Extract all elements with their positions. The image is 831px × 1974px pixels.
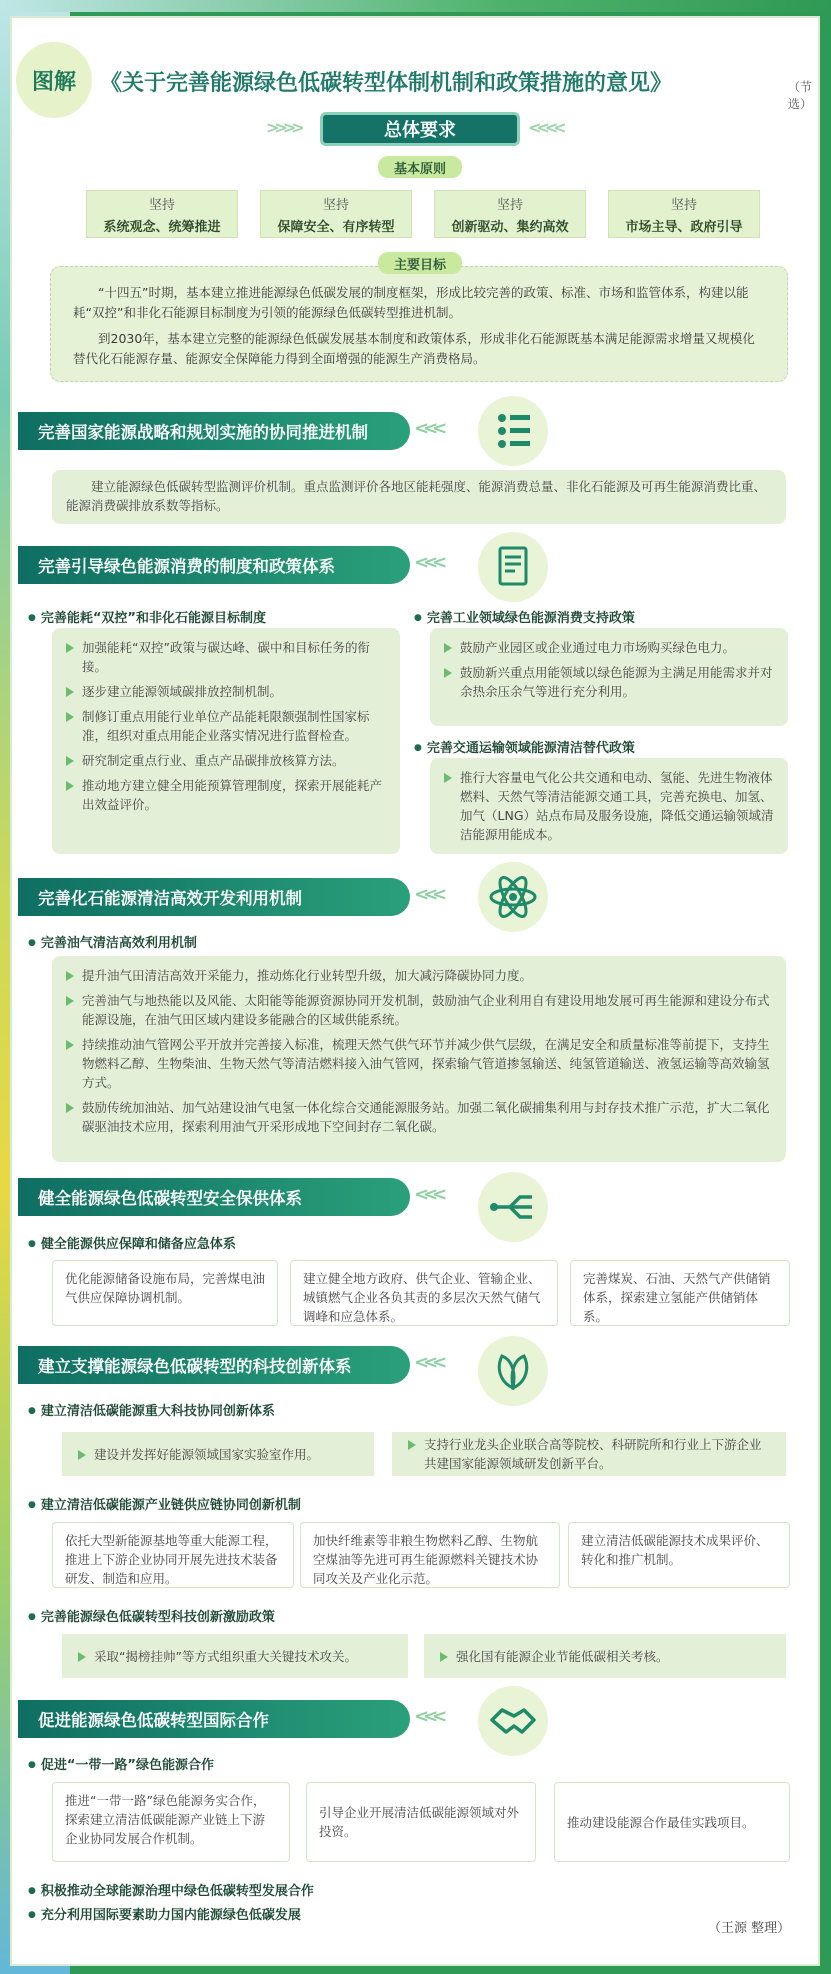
principle-box: 坚持 创新驱动、集约高效 [434,190,586,238]
s3-subtitle: ● 完善油气清洁高效利用机制 [28,932,197,951]
tu-jie-badge: 图解 [16,42,92,118]
chevron-left-icon: <<<< [528,118,562,137]
principles-label: 基本原则 [378,156,462,178]
chevron-left-icon: <<< [414,1706,442,1727]
list-item: 鼓励新兴重点用能领域以绿色能源为主满足用能需求并对余热余压余气等进行充分利用。 [444,663,774,701]
chevron-left-icon: <<< [414,1184,442,1205]
leaf-icon [478,1336,548,1406]
s3-box [52,956,786,1162]
s4-box: 完善煤炭、石油、天然气产供储销体系，探索建立氢能产供储销体系。 [570,1260,790,1326]
s6-box: 引导企业开展清洁低碳能源领域对外投资。 [306,1782,536,1862]
goals-box: “十四五”时期，基本建立推进能源绿色低碳发展的制度框架，形成比较完善的政策、标准、市场和监管体系，构建以能耗“双控”和非化石能源目标制度为引领的能源绿色低碳转型推进机制。 到2030年，基本建立完整的能源绿色低碳发展基本制度和政策体系，形成非化石能源既基本满足能源需求增量又规模化替代化石能源存量、能源安全保障能力得到全面增强的能源生产消费格局。 [50,266,788,382]
excerpt-note: （节选） [788,80,813,111]
list-item: 逐步建立能源领域碳排放控制机制。 [66,682,386,701]
s4-subtitle: ● 健全能源供应保障和储备应急体系 [28,1233,236,1252]
document-icon [478,532,548,602]
top-gradient [0,0,831,12]
section-4-title: 健全能源绿色低碳转型安全保供体系 [18,1178,410,1216]
s2-left-subtitle: ● 完善能耗“双控”和非化石能源目标制度 [28,607,266,626]
s6-subtitle-2: ● 积极推动全球能源治理中绿色低碳转型发展合作 [28,1880,314,1899]
s5-subtitle-2: ● 建立清洁低碳能源产业链供应链协同创新机制 [28,1494,301,1513]
s5-box: 依托大型新能源基地等重大能源工程，推进上下游企业协同开展先进技术装备研发、制造和应用。 [52,1522,294,1588]
section-2-title: 完善引导绿色能源消费的制度和政策体系 [18,546,410,584]
list-item: 提升油气田清洁高效开采能力，推动炼化行业转型升级，加大减污降碳协同力度。 [66,966,772,985]
list-icon [478,396,548,466]
s5-box: 支持行业龙头企业联合高等院校、科研院所和行业上下游企业共建国家能源领域研发创新平台。 [392,1432,786,1476]
list-item: 持续推动油气管网公平开放并完善接入标准，梳理天然气供气环节并减少供气层级，在满足安全和质量标准等前提下，支持生物燃料乙醇、生物柴油、生物天然气等清洁燃料接入油气管网，探索输气管道掺氢输送、纯氢管道输送、液氢运输等高效输氢方式。 [66,1035,772,1092]
s2-right-box-1 [430,628,788,726]
chevron-right-icon: >>>> [266,118,300,137]
chevron-left-icon: <<< [414,418,442,439]
list-item: 推动地方建立健全用能预算管理制度，探索开展能耗产出效益评价。 [66,776,386,814]
handshake-icon [478,1686,548,1756]
list-item: 制修订重点用能行业单位产品能耗限额强制性国家标准，组织对重点用能企业落实情况进行监督检查。 [66,707,386,745]
s5-box: 采取“揭榜挂帅”等方式组织重大关键技术攻关。 [62,1634,408,1678]
s5-subtitle-3: ● 完善能源绿色低碳转型科技创新激励政策 [28,1606,275,1625]
list-item: 推行大容量电气化公共交通和电动、氢能、先进生物液体燃料、天然气等清洁能源交通工具，完善充换电、加氢、加气（LNG）站点布局及服务设施，降低交通运输领域清洁能源用能成本。 [444,768,774,844]
s5-box: 加快纤维素等非粮生物燃料乙醇、生物航空煤油等先进可再生能源燃料关键技术协同攻关及产业化示范。 [300,1522,560,1588]
s2-right-subtitle-2: ● 完善交通运输领域能源清洁替代政策 [414,737,635,756]
list-item: 完善油气与地热能以及风能、太阳能等能源资源协同开发机制，鼓励油气企业利用自有建设用地发展可再生能源和建设分布式能源设施，在油气田区域内建设多能融合的区域供能系统。 [66,991,772,1029]
atom-icon [478,862,548,932]
s6-subtitle-3: ● 充分利用国际要素助力国内能源绿色低碳发展 [28,1904,301,1923]
overall-requirement-pill: 总体要求 [320,112,520,146]
list-item: 鼓励传统加油站、加气站建设油气电氢一体化综合交通能源服务站。加强二氧化碳捕集利用与封存技术推广示范，扩大二氧化碳驱油技术应用，探索利用油气开采形成地下空间封存二氧化碳。 [66,1098,772,1136]
section-1-text: 建立能源绿色低碳转型监测评价机制。重点监测评价各地区能耗强度、能源消费总量、非化石能源及可再生能源消费比重、能源消费碳排放系数等指标。 [52,470,786,524]
s5-subtitle-1: ● 建立清洁低碳能源重大科技协同创新体系 [28,1400,275,1419]
list-item: 加强能耗“双控”政策与碳达峰、碳中和目标任务的衔接。 [66,638,386,676]
s5-box: 建设并发挥好能源领域国家实验室作用。 [62,1432,374,1476]
section-6-title: 促进能源绿色低碳转型国际合作 [18,1700,410,1738]
goals-label: 主要目标 [378,252,462,274]
pipeline-icon [478,1172,548,1242]
section-3-title: 完善化石能源清洁高效开发利用机制 [18,878,410,916]
s6-subtitle-1: ● 促进“一带一路”绿色能源合作 [28,1754,214,1773]
s6-box: 推动建设能源合作最佳实践项目。 [554,1782,790,1862]
s2-left-box [52,628,400,854]
s2-right-subtitle-1: ● 完善工业领域绿色能源消费支持政策 [414,607,635,626]
s5-box: 建立清洁低碳能源技术成果评价、转化和推广机制。 [568,1522,790,1588]
credit: （王源 整理） [708,1921,791,1936]
principle-box: 坚持 系统观念、统筹推进 [86,190,238,238]
s5-box: 强化国有能源企业节能低碳相关考核。 [424,1634,786,1678]
principle-box: 坚持 保障安全、有序转型 [260,190,412,238]
s4-box: 建立健全地方政府、供气企业、管输企业、城镇燃气企业各负其责的多层次天然气储气调峰和应急体系。 [290,1260,558,1326]
section-5-title: 建立支撑能源绿色低碳转型的科技创新体系 [18,1346,410,1384]
chevron-left-icon: <<< [414,1352,442,1373]
s4-box: 优化能源储备设施布局，完善煤电油气供应保障协调机制。 [52,1260,278,1326]
chevron-left-icon: <<< [414,884,442,905]
list-item: 鼓励产业园区或企业通过电力市场购买绿色电力。 [444,638,774,657]
section-1-title: 完善国家能源战略和规划实施的协同推进机制 [18,412,410,450]
s6-box: 推进“一带一路”绿色能源务实合作，探索建立清洁低碳能源产业链上下游企业协同发展合作机制。 [52,1782,290,1862]
s2-right-box-2 [430,758,788,854]
list-item: 研究制定重点行业、重点产品碳排放核算方法。 [66,751,386,770]
chevron-left-icon: <<< [414,552,442,573]
principle-box: 坚持 市场主导、政府引导 [608,190,760,238]
page-title: 《关于完善能源绿色低碳转型体制机制和政策措施的意见》 [100,71,673,96]
